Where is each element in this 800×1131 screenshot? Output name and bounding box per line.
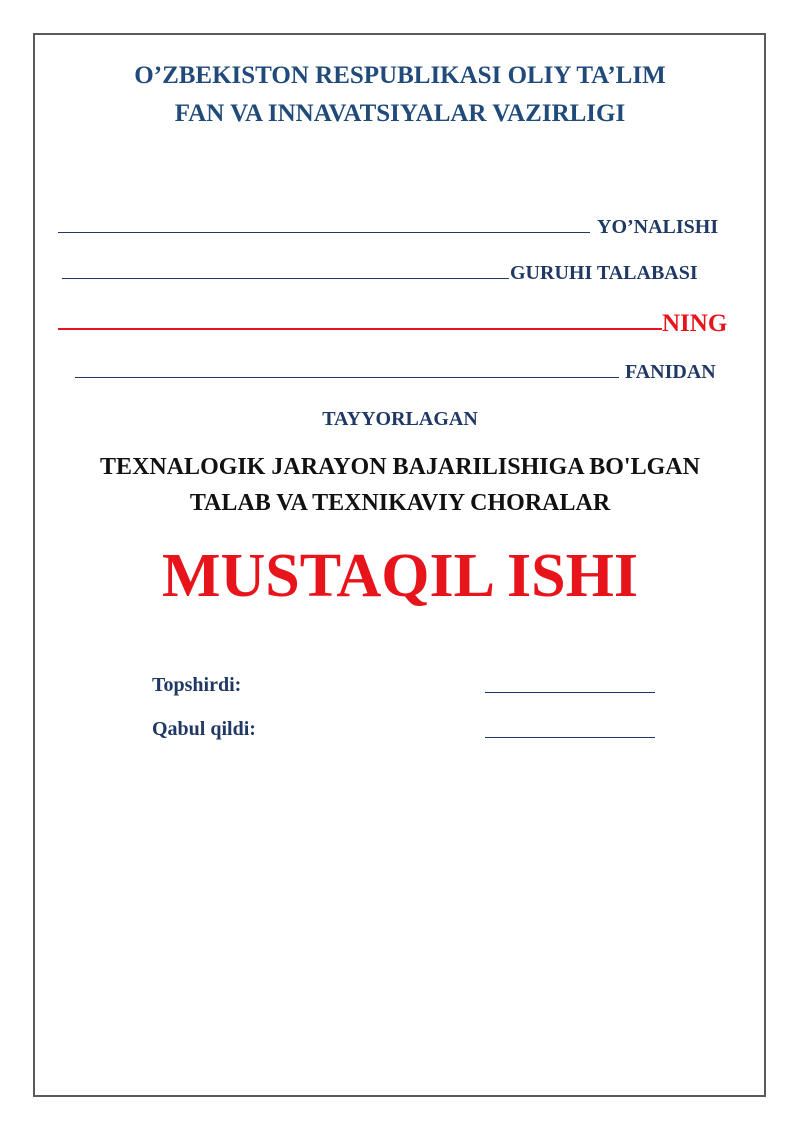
student-name-blank-line (58, 328, 662, 330)
document-type-title: MUSTAQIL ISHI (161, 542, 639, 610)
subject-blank-line (75, 377, 619, 378)
submitted-signature-line (485, 692, 655, 693)
direction-field (58, 216, 718, 239)
subject-label: FANIDAN (625, 361, 716, 383)
accepted-label: Qabul qildi: (152, 718, 256, 740)
direction-blank-line (58, 232, 590, 233)
topic-title-line-2: TALAB VA TEXNIKAVIY CHORALAR (189, 490, 611, 516)
student-name-field (58, 310, 727, 338)
group-field (62, 262, 698, 285)
group-label: GURUHI TALABASI (510, 262, 698, 284)
direction-label: YO’NALISHI (597, 216, 719, 238)
group-blank-line (62, 278, 509, 279)
subject-field (75, 361, 716, 384)
accepted-signature-line (485, 737, 655, 738)
prepared-label: TAYYORLAGAN (322, 408, 478, 430)
ministry-title-line-1: O’ZBEKISTON RESPUBLIKASI OLIY TA’LIM (134, 62, 666, 89)
student-name-suffix: NING (662, 310, 728, 337)
ministry-title-line-2: FAN VA INNAVATSIYALAR VAZIRLIGI (174, 100, 626, 127)
submitted-label: Topshirdi: (152, 674, 242, 696)
topic-title-line-1: TEXNALOGIK JARAYON BAJARILISHIGA BO'LGAN (100, 454, 700, 480)
